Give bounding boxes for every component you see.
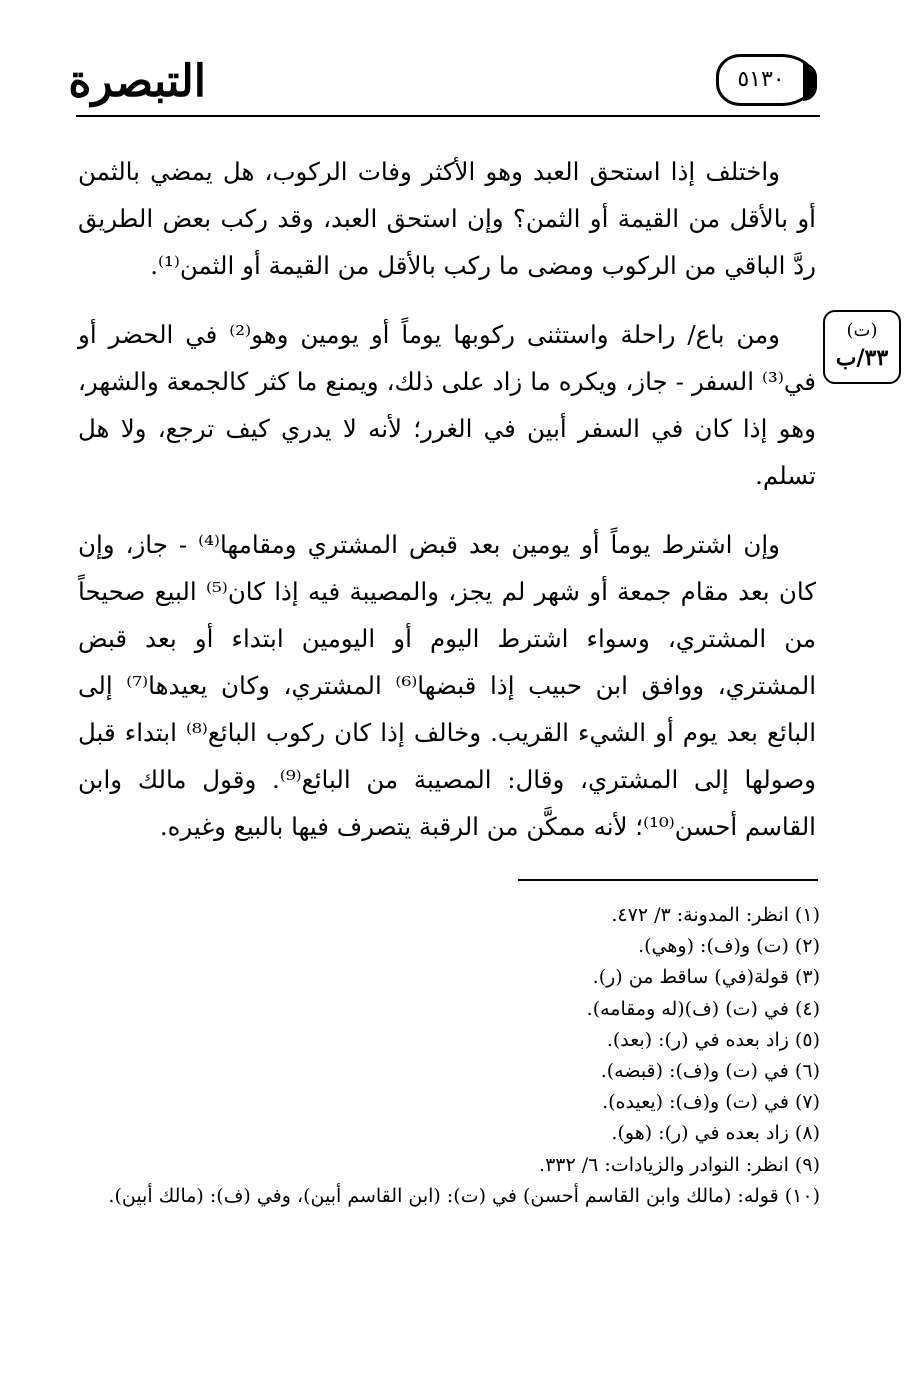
footnote: (٩) انظر: النوادر والزيادات: ٦/ ٣٣٢.: [539, 1153, 820, 1176]
page-number-badge: [716, 54, 816, 106]
footnotes-list: [78, 900, 820, 1212]
footnote: (٤) في (ت) (ف)(له ومقامه).: [586, 997, 820, 1020]
main-text: [78, 148, 816, 872]
footnote: (٨) زاد بعده في (ر): (هو).: [611, 1122, 820, 1145]
footnote: (٥) زاد بعده في (ر): (بعد).: [606, 1028, 820, 1051]
footnote-divider: [518, 879, 818, 881]
footnote: (٧) في (ت) و(ف): (يعيده).: [602, 1091, 820, 1114]
margin-note-source: (ت): [846, 320, 878, 341]
footnote: (١٠) قوله: (مالك وابن القاسم أحسن) في (ت): (ابن القاسم أبين)، وفي (ف): (مالك أبين).: [108, 1184, 820, 1207]
book-title: التبصرة: [68, 56, 206, 107]
footnote: (٦) في (ت) و(ف): (قبضه).: [600, 1060, 820, 1083]
footnote: (١) انظر: المدونة: ٣/ ٤٧٢.: [611, 904, 820, 926]
footnote: (٢) (ت) و(ف): (وهي).: [638, 935, 820, 958]
header-divider: [76, 115, 820, 117]
paragraph-2: ومن باع/ راحلة واستثنى ركوبها يوماً أو يومين وهو⁽²⁾ في الحضر أو في⁽³⁾ السفر - جاز، ويكره ما زاد على ذلك، ويمنع ما كثر كالجمعة والشهر، وهو إذا كان في السفر أبين في الغرر؛ لأنه لا يدري كيف ترجع، ولا هل تسلم.: [78, 320, 816, 490]
margin-note-folio: ٣٣/ب: [835, 345, 889, 371]
footnote: (٣) قولة(في) ساقط من (ر).: [592, 966, 820, 989]
manuscript-margin-note: [823, 310, 901, 384]
page-number: ٥١٣٠: [737, 67, 785, 92]
paragraph-3: وإن اشترط يوماً أو يومين بعد قبض المشتري ومقامها⁽⁴⁾ - جاز، وإن كان بعد مقام جمعة أو شهر لم يجز، والمصيبة فيه إذا كان⁽⁵⁾ البيع صحيحاً من المشتري، وسواء اشترط اليوم أو اليومين ابتداء أو بعد قبض المشتري، ووافق ابن حبيب إذا قبضها⁽⁶⁾ المشتري، وكان يعيدها⁽⁷⁾ إلى البائع بعد يوم أو الشيء القريب. وخالف إذا كان ركوب البائع⁽⁸⁾ ابتداء قبل وصولها إلى المشتري، وقال: المصيبة من البائع⁽⁹⁾. وقول مالك وابن القاسم أحسن⁽¹⁰⁾؛ لأنه ممكَّن من الرقبة يتصرف فيها بالبيع وغيره.: [78, 530, 817, 841]
paragraph-1: واختلف إذا استحق العبد وهو الأكثر وفات الركوب، هل يمضي بالثمن أو بالأقل من القيمة أو الثمن؟ وإن استحق العبد، وقد ركب بعض الطريق ردَّ الباقي من الركوب ومضى ما ركب بالأقل من القيمة أو الثمن⁽¹⁾.: [78, 157, 816, 280]
